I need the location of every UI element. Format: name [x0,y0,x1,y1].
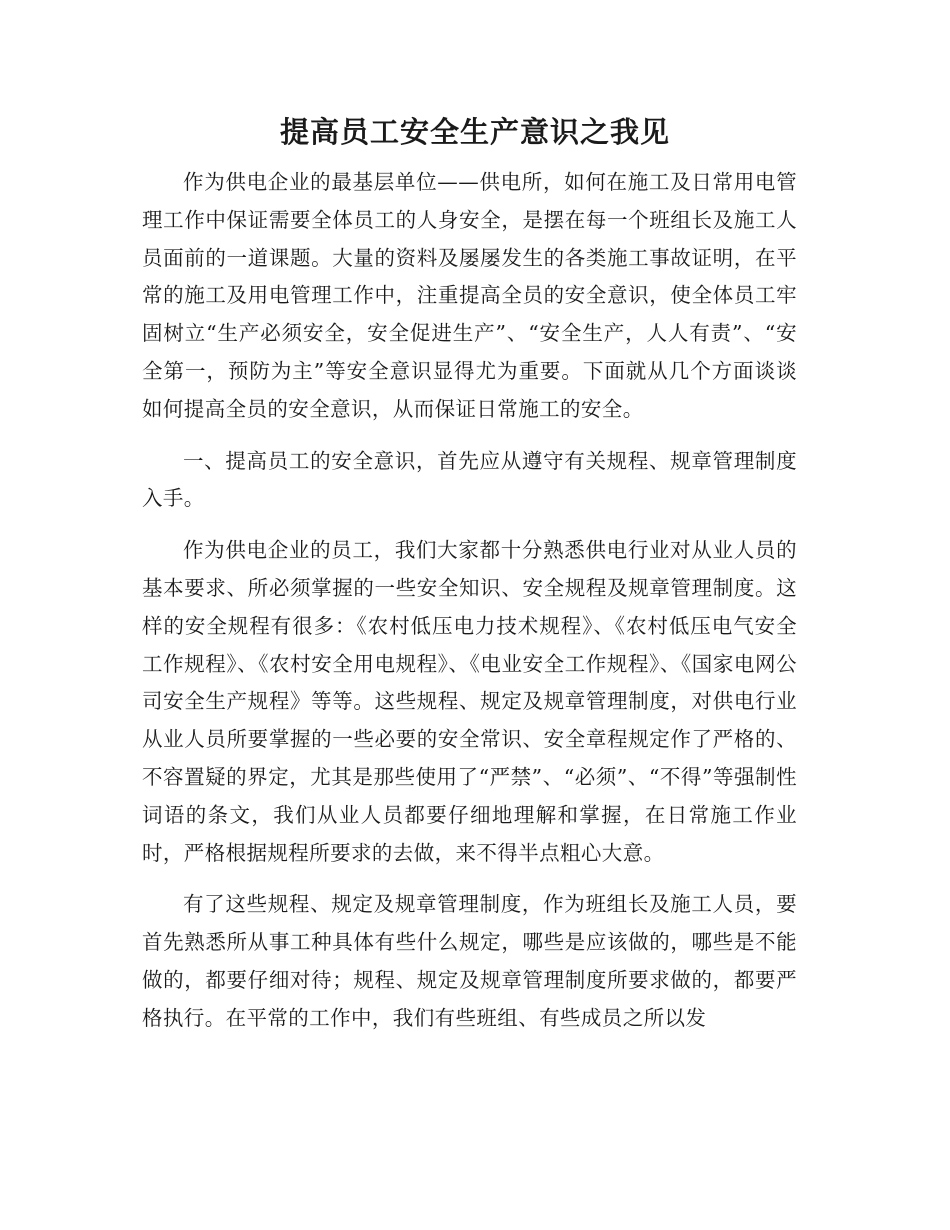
document-body [142,164,797,1038]
document-title: 提高员工安全生产意识之我见 [279,115,670,149]
paragraph-intro: 作为供电企业的最基层单位——供电所，如何在施工及日常用电管理工作中保证需要全体员工的人身安全，是摆在每一个班组长及施工人员面前的一道课题。大量的资料及屡屡发生的各类施工事故证明，在平常的施工及用电管理工作中，注重提高全员的安全意识，使全体员工牢固树立“生产必须安全，安全促进生产”、“安全生产，人人有责”、“安全第一，预防为主”等安全意识显得尤为重要。下面就从几个方面谈谈如何提高全员的安全意识，从而保证日常施工的安全。 [142,170,797,421]
paragraph-regulations: 作为供电企业的员工，我们大家都十分熟悉供电行业对从业人员的基本要求、所必须掌握的一些安全知识、安全规程及规章管理制度。这样的安全规程有很多：《农村低压电力技术规程》、《农村低压电气安全工作规程》、《农村安全用电规程》、《电业安全工作规程》、《国家电网公司安全生产规程》等等。这些规程、规定及规章管理制度，对供电行业从业人员所要掌握的一些必要的安全常识、安全章程规定作了严格的、不容置疑的界定，尤其是那些使用了“严禁”、“必须”、“不得”等强制性词语的条文，我们从业人员都要仔细地理解和掌握，在日常施工作业时，严格根据规程所要求的去做，来不得半点粗心大意。 [142,538,797,865]
paragraph-section-heading: 一、提高员工的安全意识，首先应从遵守有关规程、规章管理制度入手。 [142,448,797,511]
paragraph-execution: 有了这些规程、规定及规章管理制度，作为班组长及施工人员，要首先熟悉所从事工种具体有些什么规定，哪些是应该做的，哪些是不能做的，都要仔细对待；规程、规定及规章管理制度所要求做的，都要严格执行。在平常的工作中，我们有些班组、有些成员之所以发 [142,892,797,1030]
